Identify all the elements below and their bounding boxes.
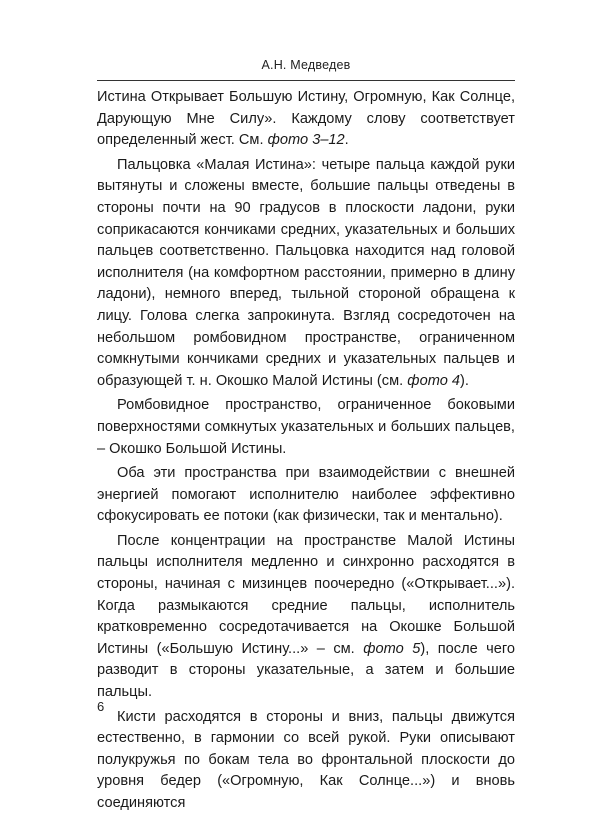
paragraph-5 bbox=[97, 531, 515, 704]
header-rule bbox=[97, 80, 515, 81]
paragraph-1-end: . bbox=[344, 132, 349, 149]
paragraph-2-text: Пальцовка «Малая Истина»: четыре пальца каждой руки вытянуты и сложены вместе, большие пальцы отведены в стороны почти на 90 градусов в плоскости ладони, руки соприкасаются кончиками средних, указательных и больших пальцев соответственно. Пальцовка находится над головой исполнителя (на комфортном расстоянии, примерно в длину ладони), немного вперед, тыльной стороной обращена к лицу. Голова слегка запрокинута. Взгляд сосредоточен на небольшом ромбовидном пространстве, ограниченном сомкнутыми кончиками средних и указательных пальцев и образующей т. н. Окошко Малой Истины (см. bbox=[97, 156, 515, 389]
paragraph-2 bbox=[97, 155, 515, 393]
body-text bbox=[97, 87, 515, 818]
page-number: 6 bbox=[97, 699, 105, 714]
paragraph-5-end: ), после чего разводит в стороны указательные, а затем и большие пальцы. bbox=[97, 640, 515, 701]
paragraph-2-end: ). bbox=[460, 372, 469, 389]
photo-reference: фото 5 bbox=[363, 640, 421, 657]
photo-reference: фото 4 bbox=[407, 372, 460, 389]
running-title: А.Н. Медведев bbox=[261, 58, 351, 72]
paragraph-3: Ромбовидное пространство, ограниченное боковыми поверхностями сомкнутых указательных и больших пальцев, – Окошко Большой Истины. bbox=[97, 397, 515, 457]
paragraph-4: Оба эти пространства при взаимодействии с внешней энергией помогают исполнителю наиболее эффективно сфокусировать ее потоки (как физически, так и ментально). bbox=[97, 465, 515, 525]
paragraph-1 bbox=[97, 87, 515, 152]
paragraph-5-text: После концентрации на пространстве Малой Истины пальцы исполнителя медленно и синхронно расходятся в стороны, начиная с мизинцев поочередно («Открывает...»). Когда размыкаются средние пальцы, исполнитель кратковременно сосредотачивается на Окошке Большой Истины («Большую Истину...» – см. bbox=[97, 532, 515, 657]
paragraph-6: Кисти расходятся в стороны и вниз, пальцы движутся естественно, в гармонии со всей рукой. Руки описывают полукружья по бокам тела во фронтальной плоскости до уровня бедер («Огромную, Как Солнце...») и вновь соединяются bbox=[97, 708, 515, 811]
photo-reference: фото 3–12 bbox=[267, 132, 345, 149]
paragraph-1-text: Истина Открывает Большую Истину, Огромную, Как Солнце, Дарующую Мне Силу». Каждому слову соответствует определенный жест. См. bbox=[97, 89, 515, 149]
